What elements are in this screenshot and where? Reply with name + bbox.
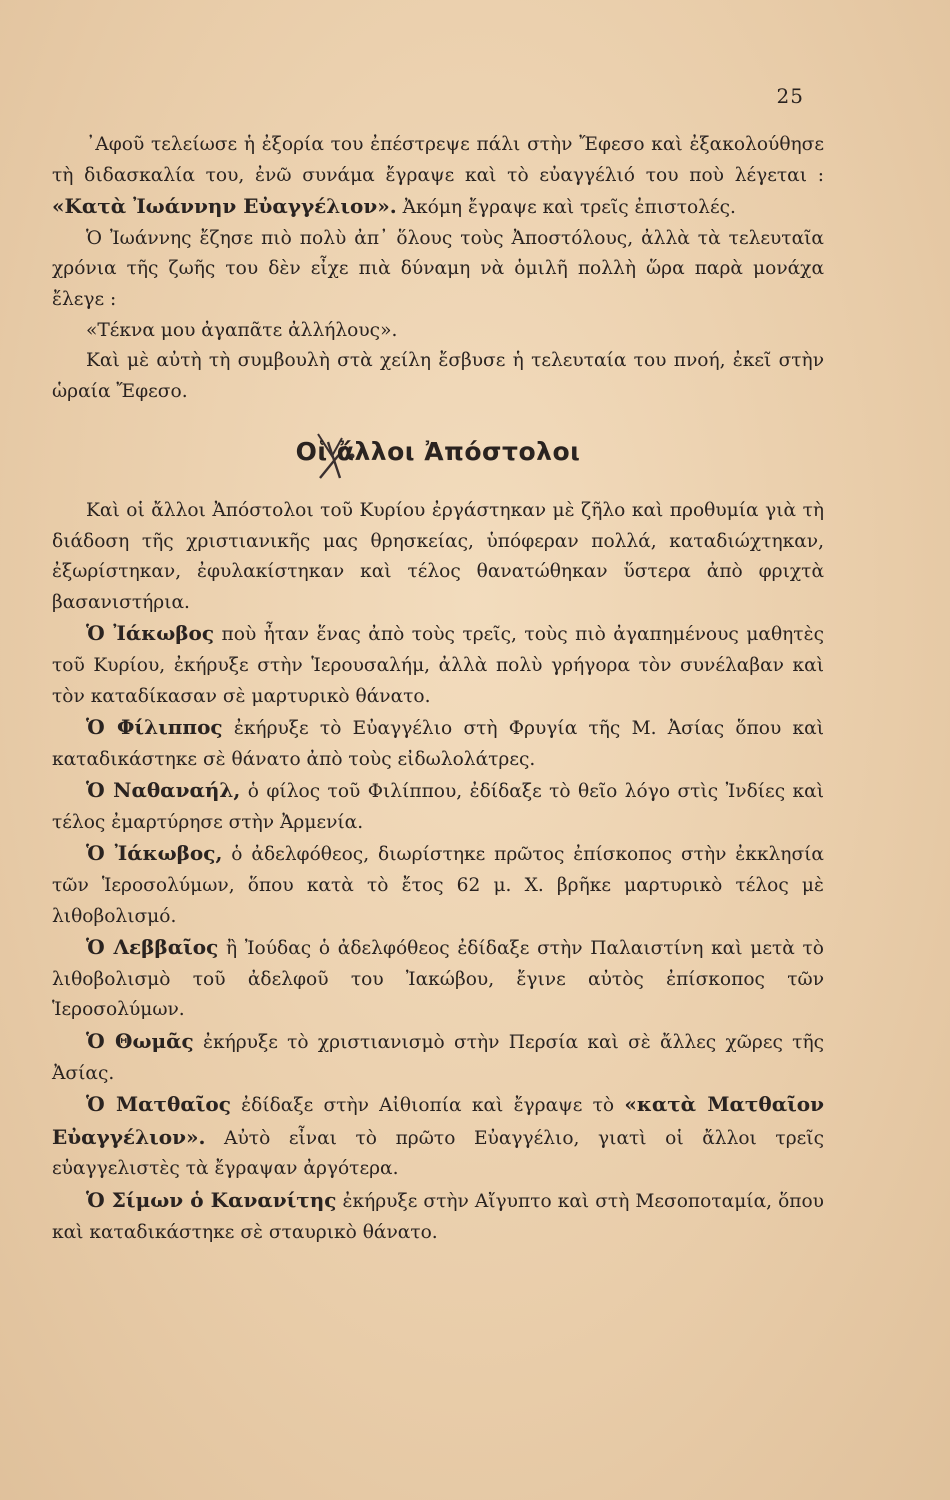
page-number: 25 bbox=[776, 84, 804, 108]
apostle-name: Ὁ Θωμᾶς bbox=[86, 1029, 194, 1054]
apostle-paragraph bbox=[52, 1089, 824, 1185]
apostle-name: Ὁ Ματθαῖος bbox=[86, 1092, 231, 1117]
paragraph: Καὶ μὲ αὐτὴ τὴ συμβουλὴ στὰ χείλη ἔσβυσε ἡ τελευταία του πνοή, ἐκεῖ στὴν ὡραία Ἔφεσο. bbox=[52, 350, 824, 402]
paragraph-text: ἐκήρυξε τὸ χριστιανισμὸ στὴν Περσία καὶ σὲ ἄλλες χῶρες τῆς Ἀσίας. bbox=[52, 1032, 825, 1084]
paragraph bbox=[52, 130, 824, 224]
paragraph-text: ὁ ἀδελφόθεος, διωρίστηκε πρῶτος ἐπίσκοπος στὴν ἐκκλησία τῶν Ἱεροσολύμων, ὅπου κατὰ τὸ ἔτος 62 μ. Χ. βρῆκε μαρτυρικὸ τέλος μὲ λιθοβολισμό. bbox=[52, 844, 824, 927]
paragraph: Καὶ οἱ ἄλλοι Ἀπόστολοι τοῦ Κυρίου ἐργάστηκαν μὲ ζῆλο καὶ προθυμία γιὰ τὴ διάδοση τῆς χριστιανικῆς μας θρησκείας, ὑπόφεραν πολλά, καταδιώχτηκαν, ἐξωρίστηκαν, ἐφυλακίστηκαν καὶ τέλος θανατώθηκαν ὕστερα ἀπὸ φριχτὰ βασανιστήρια. bbox=[52, 499, 824, 613]
apostle-name: Ὁ Ἰάκωβος bbox=[86, 621, 215, 646]
paragraph-text: ᾿Αφοῦ τελείωσε ἡ ἐξορία του ἐπέστρεψε πάλι στὴν Ἔφεσο καὶ ἐξακολούθησε τὴ διδασκαλία του, ἐνῶ συνάμα ἔγραψε καὶ τὸ εὐαγγέλιό του ποὺ λέγεται : bbox=[52, 134, 824, 186]
paragraph-text: ἐδίδαξε στὴν Αἰθιοπία καὶ ἔγραψε τὸ bbox=[230, 1095, 625, 1117]
apostle-paragraph bbox=[52, 618, 824, 712]
apostle-name: Ὁ Ἰάκωβος, bbox=[86, 841, 223, 866]
paragraph-text: ὁ φίλος τοῦ Φιλίππου, ἐδίδαξε τὸ θεῖο λόγο στὶς Ἰνδίες καὶ τέλος ἐμαρτύρησε στὴν Ἀρμενία. bbox=[52, 781, 824, 833]
page-text bbox=[52, 130, 824, 1248]
paragraph-text: ἐκήρυξε στὴν Αἴγυπτο καὶ στὴ Μεσοποταμία, ὅπου καὶ καταδικάστηκε σὲ σταυρικὸ θάνατο. bbox=[52, 1191, 824, 1243]
paragraph-text: ἐκήρυξε τὸ Εὐαγγέλιο στὴ Φρυγία τῆς Μ. Ἀσίας ὅπου καὶ καταδικάστηκε σὲ θάνατο ἀπὸ τοὺς εἰδωλολάτρες. bbox=[52, 718, 825, 770]
apostle-paragraph bbox=[52, 932, 824, 1026]
paragraph-text: ποὺ ἦταν ἕνας ἀπὸ τοὺς τρεῖς, τοὺς πιὸ ἀγαπημένους μαθητὲς τοῦ Κυρίου, ἐκήρυξε στὴν Ἱερουσαλήμ, ἀλλὰ πολὺ γρήγορα τὸν συνέλαβαν καὶ τὸν καταδίκασαν σὲ μαρτυρικὸ θάνατο. bbox=[52, 624, 824, 707]
apostle-name: Ὁ Σίμων ὁ Κανανίτης bbox=[86, 1188, 337, 1212]
apostle-name: Ὁ Φίλιππος bbox=[86, 715, 223, 740]
paragraph: Ὁ Ἰωάννης ἔζησε πιὸ πολὺ ἀπ᾿ ὅλους τοὺς Ἀποστόλους, ἀλλὰ τὰ τελευταῖα χρόνια τῆς ζωῆς του δὲν εἶχε πιὰ δύναμη νὰ ὁμιλῆ πολλὴ ὥρα παρὰ μονάχα ἔλεγε : bbox=[52, 227, 824, 310]
gospel-title-matthew: «κατὰ Ματθαῖον Εὐαγγέλιον». bbox=[52, 1092, 824, 1149]
paragraph-text: Ἀκόμη ἔγραψε καὶ τρεῖς ἐπιστολές. bbox=[396, 197, 736, 219]
apostle-paragraph bbox=[52, 838, 824, 932]
apostle-paragraph bbox=[52, 775, 824, 838]
apostle-name: Ὁ Λεββαῖος bbox=[86, 935, 219, 960]
apostle-name: Ὁ Ναθαναήλ, bbox=[86, 778, 241, 803]
section-heading: Οἱ ἄλλοι Ἀπόστολοι bbox=[295, 437, 581, 467]
quote: «Τέκνα μου ἀγαπᾶτε ἀλλήλους». bbox=[86, 319, 398, 341]
apostle-paragraph bbox=[52, 712, 824, 775]
gospel-title-john: «Κατὰ Ἰωάννην Εὐαγγέλιον». bbox=[52, 194, 397, 219]
apostle-paragraph bbox=[52, 1026, 824, 1089]
paragraph-text: ἢ Ἰούδας ὁ ἀδελφόθεος ἐδίδαξε στὴν Παλαιστίνη καὶ μετὰ τὸ λιθοβολισμὸ τοῦ ἀδελφοῦ του Ἰακώβου, ἔγινε αὐτὸς ἐπίσκοπος τῶν Ἱεροσολύμων. bbox=[52, 938, 824, 1021]
apostle-paragraph bbox=[52, 1185, 824, 1248]
paragraph-text: Αὐτὸ εἶναι τὸ πρῶτο Εὐαγγέλιο, γιατὶ οἱ ἄλλοι τρεῖς εὐαγγελιστὲς τὰ ἔγραψαν ἀργότερα. bbox=[52, 1127, 824, 1180]
